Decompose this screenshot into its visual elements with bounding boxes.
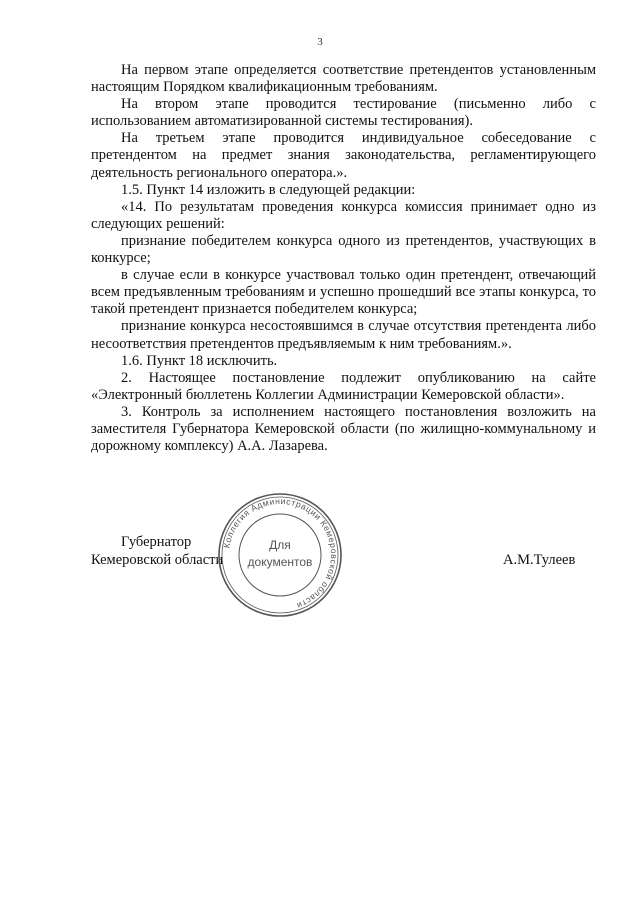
paragraph-stage-two: На втором этапе проводится тестирование (письменно либо с использованием автоматизированной системы тестирования). <box>91 96 596 130</box>
stamp-center-line1: Для <box>269 538 291 552</box>
paragraph-stage-three: На третьем этапе проводится индивидуальное собеседование с претендентом на предмет знания законодательства, регламентирующего деятельность регионального оператора.». <box>91 130 596 181</box>
page-number: 3 <box>317 36 323 48</box>
paragraph-item-3: 3. Контроль за исполнением настоящего постановления возложить на заместителя Губернатора Кемеровской области (по жилищно-коммунальному и дорожному комплексу) А.А. Лазарева. <box>91 403 596 455</box>
signature-title-line2: Кемеровской области <box>91 552 224 568</box>
document-body <box>91 62 596 455</box>
paragraph-item-1-5: 1.5. Пункт 14 изложить в следующей редакции: <box>121 181 416 198</box>
stamp-ring-text: Коллегия Администрации Кемеровской области <box>221 495 340 612</box>
paragraph-clause-14: «14. По результатам проведения конкурса комиссия принимает одно из следующих решений: <box>91 198 596 232</box>
paragraph-decision-failed: признание конкурса несостоявшимся в случае отсутствия претендента либо несоответствия претендентов предъявляемым к ним требованиям.». <box>91 318 596 352</box>
stamp-center-line2: документов <box>247 555 313 569</box>
paragraph-item-1-6: 1.6. Пункт 18 исключить. <box>121 352 278 369</box>
signature-title-line1: Губернатор <box>121 534 192 550</box>
signature-name: А.М.Тулеев <box>503 552 576 568</box>
paragraph-decision-single: в случае если в конкурсе участвовал только один претендент, отвечающий всем предъявленным требованиям и успешно прошедший все этапы конкурса, то такой претендент признается победителем конкурса; <box>91 267 596 318</box>
signature-title <box>91 533 223 569</box>
official-seal-stamp <box>216 491 344 619</box>
paragraph-item-2: 2. Настоящее постановление подлежит опубликованию на сайте «Электронный бюллетень Коллегии Администрации Кемеровской области». <box>91 369 596 403</box>
paragraph-decision-winner: признание победителем конкурса одного из претендентов, участвующих в конкурсе; <box>91 232 596 267</box>
paragraph-stage-one: На первом этапе определяется соответствие претендентов установленным настоящим Порядком квалификационным требованиям. <box>91 62 596 96</box>
